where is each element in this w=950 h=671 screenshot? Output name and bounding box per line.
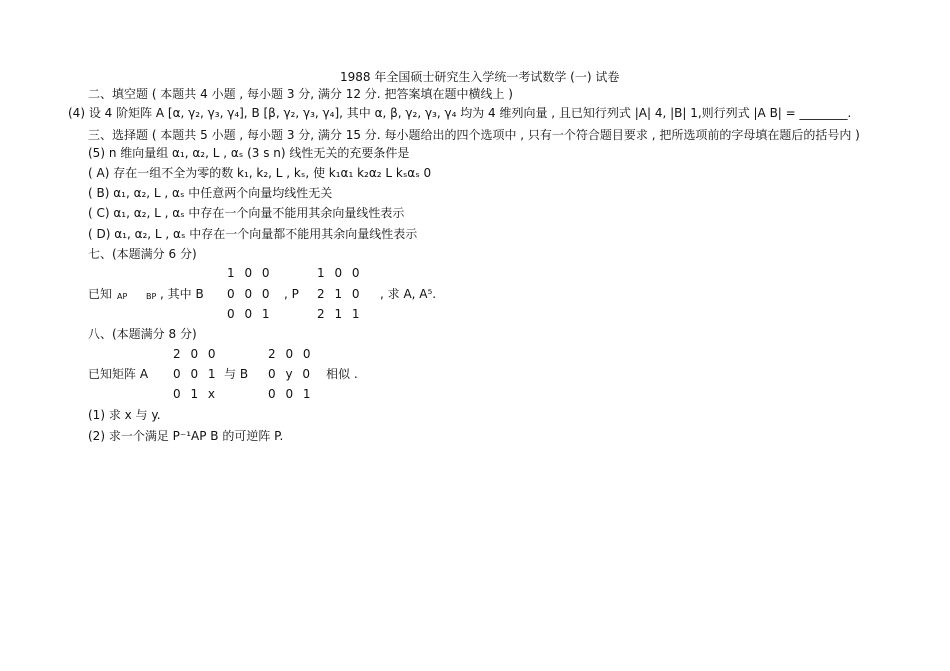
q8-prefix: 已知矩阵 A xyxy=(88,367,149,381)
q7-bp: BP xyxy=(146,292,157,301)
q8-subquestion-1: (1) 求 x 与 y. xyxy=(88,408,161,422)
q7-matrix-p-row-1: 1 0 0 xyxy=(317,266,360,280)
q8-mid: 与 B xyxy=(224,367,249,381)
question-7-heading: 七、(本题满分 6 分) xyxy=(88,247,197,261)
q7-ap: AP xyxy=(117,292,128,301)
page-title: 1988 年全国硕士研究生入学统一考试数学 (一) 试卷 xyxy=(340,70,620,84)
q8-matrix-b-row-1: 2 0 0 xyxy=(268,347,311,361)
q7-matrix-p-row-2: 2 1 0 xyxy=(317,287,360,301)
q7-tail: , 求 A, A⁵. xyxy=(380,287,437,301)
q7-mid: , 其中 B xyxy=(160,287,204,301)
question-5: (5) n 维向量组 α₁, α₂, L , αₛ (3 s n) 线性无关的充要条件是 xyxy=(88,146,410,160)
q8-matrix-b-row-3: 0 0 1 xyxy=(268,387,311,401)
q8-matrix-a-row-3: 0 1 x xyxy=(173,387,215,401)
q7-matrix-b-row-3: 0 0 1 xyxy=(227,307,270,321)
q8-tail: 相似 . xyxy=(326,367,358,381)
option-a: ( A) 存在一组不全为零的数 k₁, k₂, L , kₛ, 使 k₁α₁ k₂α₂ L kₛαₛ 0 xyxy=(88,166,432,180)
q7-matrix-b-row-1: 1 0 0 xyxy=(227,266,270,280)
q7-sep: , P xyxy=(284,287,299,301)
question-4: (4) 设 4 阶矩阵 A [α, γ₂, γ₃, γ₄], B [β, γ₂, γ₃, γ₄], 其中 α, β, γ₂, γ₃, γ₄ 均为 4 维列向量 , 且已知行列式 |A| 4, |B| 1,则行列式 |A B| = ________. xyxy=(68,106,852,120)
q8-matrix-a-row-2: 0 0 1 xyxy=(173,367,216,381)
q7-matrix-b-row-2: 0 0 0 xyxy=(227,287,270,301)
q7-matrix-p-row-3: 2 1 1 xyxy=(317,307,360,321)
fill-blank-heading: 二、填空题 ( 本题共 4 小题 , 每小题 3 分, 满分 12 分. 把答案填在题中横线上 ) xyxy=(88,87,513,101)
option-b: ( B) α₁, α₂, L , αₛ 中任意两个向量均线性无关 xyxy=(88,186,333,200)
question-8-heading: 八、(本题满分 8 分) xyxy=(88,327,197,341)
q8-subquestion-2: (2) 求一个满足 P⁻¹AP B 的可逆阵 P. xyxy=(88,429,284,443)
q8-matrix-b-row-2: 0 y 0 xyxy=(268,367,310,381)
option-d: ( D) α₁, α₂, L , αₛ 中存在一个向量都不能用其余向量线性表示 xyxy=(88,227,418,241)
option-c: ( C) α₁, α₂, L , αₛ 中存在一个向量不能用其余向量线性表示 xyxy=(88,206,405,220)
q8-matrix-a-row-1: 2 0 0 xyxy=(173,347,216,361)
choice-heading: 三、选择题 ( 本题共 5 小题 , 每小题 3 分, 满分 15 分. 每小题给出的四个选项中 , 只有一个符合题目要求 , 把所选项前的字母填在题后的括号内 ) xyxy=(88,128,860,142)
q7-prefix: 已知 xyxy=(88,287,113,301)
